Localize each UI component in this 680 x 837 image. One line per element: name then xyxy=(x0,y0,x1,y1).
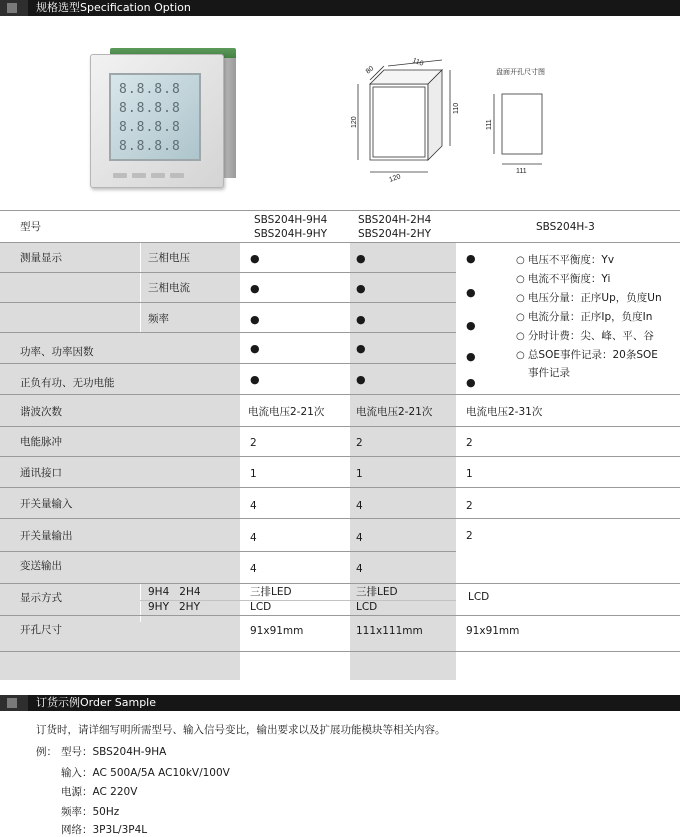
lcd-row: 8.8.8.8 xyxy=(119,120,181,135)
row-value: 电流电压2-21次 xyxy=(356,406,433,418)
row-value: 电流电压2-21次 xyxy=(248,406,325,418)
feature-dot: ● xyxy=(356,342,366,355)
row-value: LCD xyxy=(468,591,490,603)
divider xyxy=(0,272,456,273)
divider xyxy=(140,583,141,622)
section-header-spec xyxy=(0,0,680,16)
col3-feature: ○ 电压分量：正序Up，负度Un xyxy=(516,292,662,304)
row-value: 4 xyxy=(250,532,257,544)
header-col2-line1: SBS204H-2H4 xyxy=(358,214,432,226)
section-header-order xyxy=(0,695,680,711)
divider xyxy=(0,456,680,457)
row-label: 开关量输出 xyxy=(20,530,73,542)
section-title: 规格选型Specification Option xyxy=(36,1,191,14)
row-value: 111x111mm xyxy=(356,625,423,637)
order-line: 频率：50Hz xyxy=(61,806,120,818)
lcd-row: 8.8.8.8 xyxy=(119,101,181,116)
feature-dot: ● xyxy=(250,313,260,326)
feature-dot: ● xyxy=(250,373,260,386)
row-label: 正负有功、无功电能 xyxy=(20,377,115,389)
row-label: 功率、功率因数 xyxy=(20,346,94,358)
row-value: LCD xyxy=(356,601,378,613)
row-label: 通讯接口 xyxy=(20,467,62,479)
header-col2-line2: SBS204H-2HY xyxy=(358,228,432,240)
divider xyxy=(0,551,456,552)
feature-dot: ● xyxy=(466,286,476,299)
feature-dot: ● xyxy=(466,252,476,265)
divider xyxy=(0,363,456,364)
device-buttons xyxy=(113,169,193,175)
cutout-drawing xyxy=(484,66,564,176)
row-label: 变送输出 xyxy=(20,560,62,572)
feature-dot: ● xyxy=(356,282,366,295)
cutout-w: 111 xyxy=(516,168,527,175)
col3-feature: 事件记录 xyxy=(528,367,570,379)
row-value: 91x91mm xyxy=(466,625,520,637)
dim-label: 110 xyxy=(411,57,425,68)
device-front-panel xyxy=(90,54,224,188)
row-value: 4 xyxy=(250,563,257,575)
display-sub: 9H4 2H4 xyxy=(148,586,201,598)
row-label: 三相电流 xyxy=(148,282,190,294)
row-value: 4 xyxy=(356,532,363,544)
row-value: LCD xyxy=(250,601,272,613)
device-lcd xyxy=(109,73,201,161)
divider xyxy=(0,332,456,333)
col3-feature: ○ 电压不平衡度：Yv xyxy=(516,254,615,266)
product-image xyxy=(88,40,238,190)
divider xyxy=(0,426,680,427)
section-square-icon xyxy=(0,695,28,711)
display-sub: 9HY 2HY xyxy=(148,601,200,613)
divider xyxy=(0,242,680,243)
order-line: 输入：AC 500A/5A AC10kV/100V xyxy=(61,767,230,779)
row-label: 三相电压 xyxy=(148,252,190,264)
order-line: 网络：3P3L/3P4L xyxy=(61,824,148,836)
row-value: 2 xyxy=(466,530,473,542)
row-value: 4 xyxy=(356,563,363,575)
lcd-row: 8.8.8.8 xyxy=(119,82,181,97)
row-value: 91x91mm xyxy=(250,625,304,637)
divider xyxy=(0,651,680,652)
cutout-title: 盘面开孔尺寸图 xyxy=(496,69,545,76)
section-title: 订货示例Order Sample xyxy=(36,696,157,709)
divider xyxy=(0,487,680,488)
order-example-label: 例： xyxy=(36,746,57,758)
header-col1-line1: SBS204H-9H4 xyxy=(254,214,328,226)
row-label: 电能脉冲 xyxy=(20,436,62,448)
feature-dot: ● xyxy=(466,376,476,389)
order-intro: 订货时，请详细写明所需型号、输入信号变比，输出要求以及扩展功能模块等相关内容。 xyxy=(36,724,446,736)
feature-dot: ● xyxy=(356,313,366,326)
col2-bg xyxy=(350,651,456,680)
dim-label: 80 xyxy=(364,65,376,76)
divider xyxy=(0,210,680,211)
feature-dot: ● xyxy=(466,319,476,332)
divider xyxy=(140,242,141,332)
feature-dot: ● xyxy=(466,350,476,363)
row-value: 2 xyxy=(250,437,257,449)
row-value: 电流电压2-31次 xyxy=(466,406,543,418)
header-label: 型号 xyxy=(20,221,41,233)
order-line: 电源：AC 220V xyxy=(61,786,138,798)
col3-feature: ○ 总SOE事件记录：20条SOE xyxy=(516,349,658,361)
feature-dot: ● xyxy=(250,282,260,295)
divider xyxy=(0,302,456,303)
feature-dot: ● xyxy=(356,252,366,265)
row-value: 三排LED xyxy=(356,586,398,598)
header-col1-line2: SBS204H-9HY xyxy=(254,228,328,240)
measure-group-label: 测量显示 xyxy=(20,252,62,264)
row-value: 1 xyxy=(466,468,473,480)
row-value: 1 xyxy=(356,468,363,480)
feature-dot: ● xyxy=(250,342,260,355)
order-line: 型号：SBS204H-9HA xyxy=(61,746,167,758)
section-square-icon xyxy=(0,0,28,16)
row-value: 三排LED xyxy=(250,586,292,598)
lcd-row: 8.8.8.8 xyxy=(119,139,181,154)
row-value: 4 xyxy=(250,500,257,512)
row-label: 显示方式 xyxy=(20,592,62,604)
feature-dot: ● xyxy=(250,252,260,265)
row-value: 2 xyxy=(466,437,473,449)
col3-feature: ○ 电流不平衡度：Yi xyxy=(516,273,611,285)
row-value: 2 xyxy=(466,500,473,512)
dim-label: 110 xyxy=(453,102,460,114)
row-label: 开关量输入 xyxy=(20,498,73,510)
col3-feature: ○ 分时计费：尖、峰、平、谷 xyxy=(516,330,654,342)
row-label: 频率 xyxy=(148,313,169,325)
dim-label: 120 xyxy=(351,116,358,128)
divider xyxy=(0,615,680,616)
col3-feature: ○ 电流分量：正序Ip，负度In xyxy=(516,311,653,323)
divider xyxy=(0,583,680,584)
dim-label: 120 xyxy=(388,173,402,184)
feature-dot: ● xyxy=(356,373,366,386)
row-label: 开孔尺寸 xyxy=(20,624,62,636)
header-col3: SBS204H-3 xyxy=(536,221,595,233)
row-value: 4 xyxy=(356,500,363,512)
row-label: 谐波次数 xyxy=(20,406,62,418)
divider xyxy=(0,394,680,395)
cutout-h: 111 xyxy=(486,119,493,130)
row-value: 1 xyxy=(250,468,257,480)
dimension-drawing xyxy=(350,52,480,187)
row-value: 2 xyxy=(356,437,363,449)
divider xyxy=(0,518,680,519)
